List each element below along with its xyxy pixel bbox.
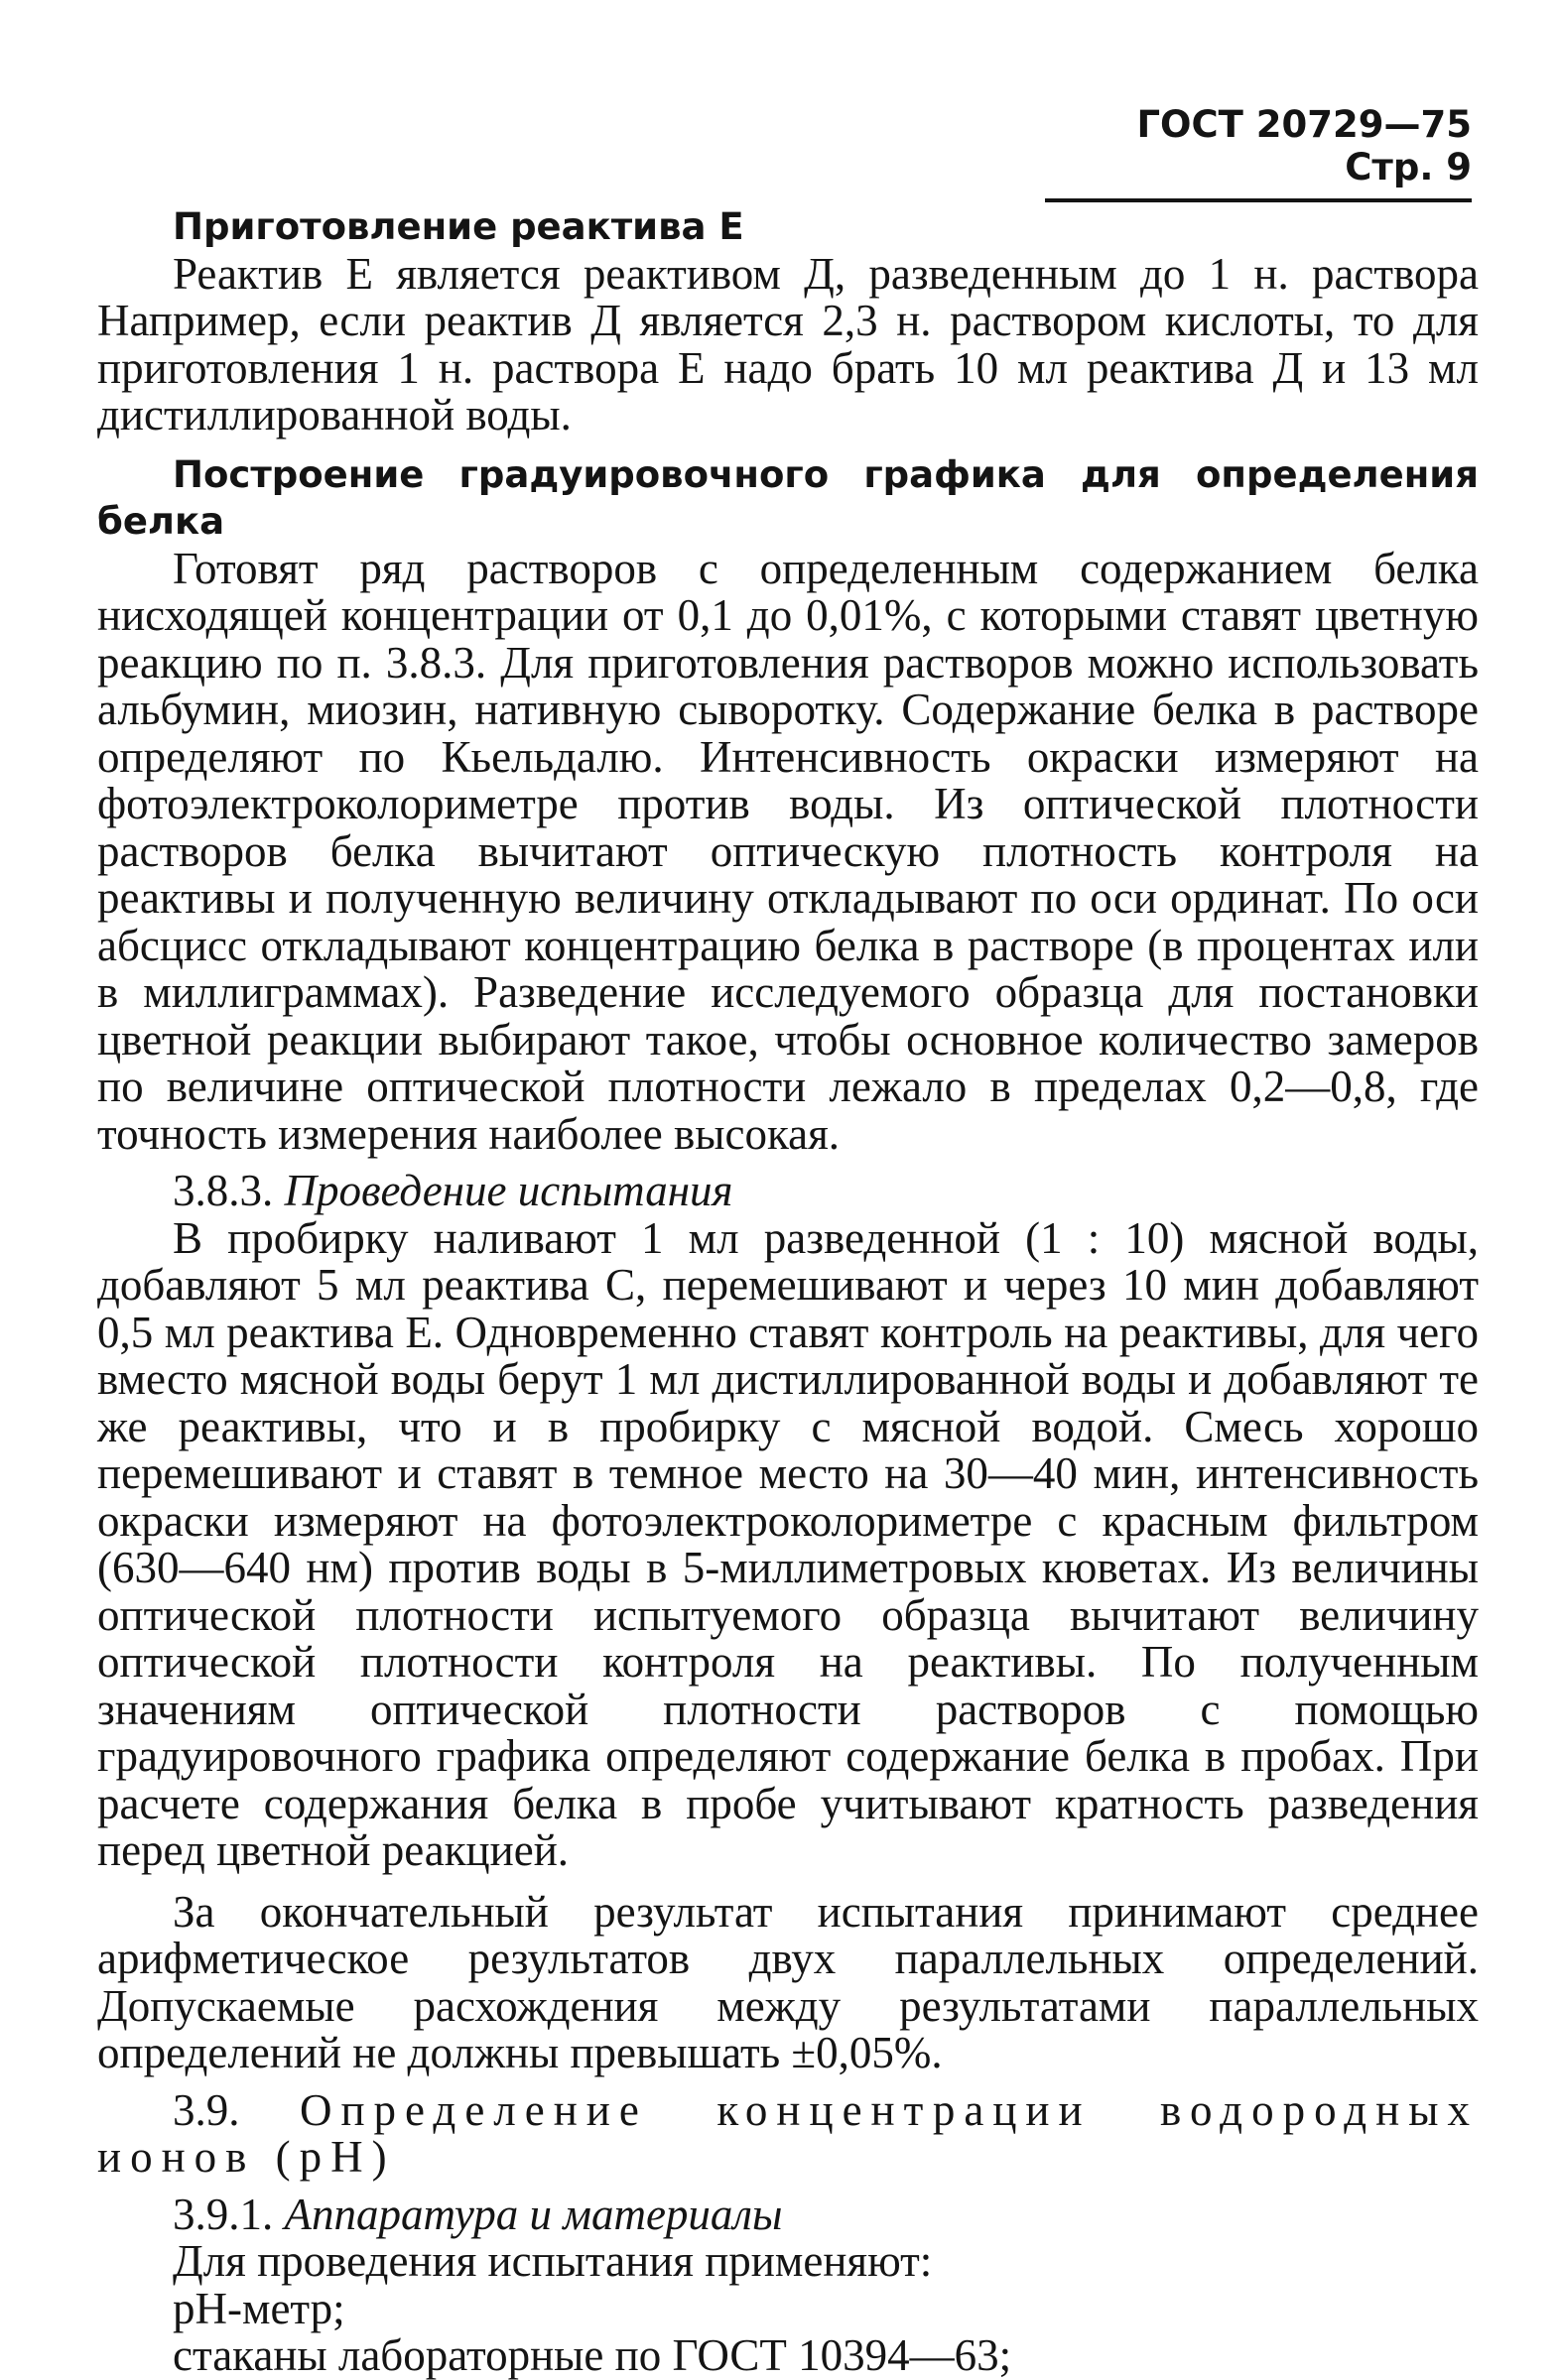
running-header: ГОСТ 20729—75 Стр. 9 <box>1045 103 1472 202</box>
subsection-3-9-1 <box>97 2189 1479 2239</box>
heading-reagent-e: Приготовление реактива Е <box>173 205 744 248</box>
equipment-intro: Для проведения испытания применяют: <box>173 2236 933 2286</box>
section-number: 3.9.1. <box>173 2189 274 2239</box>
paragraph-reagent-e: Реактив Е является реактивом Д, разведенным до 1 н. раствора Например, если реактив Д является 2,3 н. раствором кислоты, то для приготовления 1 н. раствора Е надо брать 10 мл реактива Д и 13 мл дистиллированной воды. <box>97 248 1479 439</box>
equipment-item: pH-метр; <box>173 2283 345 2333</box>
section-title: Проведение испытания <box>284 1166 733 1215</box>
section-3-9 <box>97 2084 1479 2182</box>
equipment-item: стаканы лабораторные по ГОСТ 10394—63; <box>173 2330 1012 2380</box>
heading-calibration-graph: Построение градуировочного графика для определения белка <box>97 452 1479 543</box>
section-number: 3.8.3. <box>173 1166 274 1215</box>
paragraph-calibration-graph: Готовят ряд растворов с определенным содержанием белка нисходящей концентрации от 0,1 до 0,01%, с которыми ставят цветную реакцию по п. 3.8.3. Для приготовления растворов можно использовать альбумин, миозин, нативную сыворотку. Содержание белка в растворе определяют по Кьельдалю. Интенсивность окраски измеряют на фотоэлектроколориметре против воды. Из оптической плотности растворов белка вычитают оптическую плотность контроля на реактивы и полученную величину откладывают по оси ординат. По оси абсцисс откладывают концентрацию белка в растворе (в процентах или в миллиграммах). Разведение исследуемого образца для постановки цветной реакции выбирают такое, чтобы основное количество замеров по величине оптической плотности лежало в пределах 0,2—0,8, где точность измерения наиболее высокая. <box>97 543 1479 1159</box>
section-title: Аппаратура и материалы <box>284 2189 783 2239</box>
paragraph-final-result: За окончательный результат испытания принимают среднее арифметическое результатов двух параллельных определений. Допускаемые расхождения между результатами параллельных определений не должны превышать ±0,05%. <box>97 1886 1479 2077</box>
section-title: Определение концентрации водородных ионов (pH) <box>97 2084 1479 2182</box>
paragraph-test-procedure: В пробирку наливают 1 мл разведенной (1 : 10) мясной воды, добавляют 5 мл реактива С, перемешивают и через 10 мин добавляют 0,5 мл реактива Е. Одновременно ставят контроль на реактивы, для чего вместо мясной воды берут 1 мл дистиллированной воды и добавляют те же реактивы, что и в пробирку с мясной водой. Смесь хорошо перемешивают и ставят в темное место на 30—40 мин, интенсивность окраски измеряют на фотоэлектроколориметре с красным фильтром (630—640 нм) против воды в 5-миллиметровых кюветах. Из величины оптической плотности испытуемого образца вычитают величину оптической плотности контроля на реактивы. По полученным значениям оптической плотности растворов с помощью градуировочного графика определяют содержание белка в пробах. При расчете содержания белка в пробе учитывают кратность разведения перед цветной реакцией. <box>97 1212 1479 1875</box>
subsection-3-8-3 <box>97 1168 1479 1215</box>
section-number: 3.9. <box>173 2084 240 2135</box>
page-content <box>97 203 1479 2380</box>
